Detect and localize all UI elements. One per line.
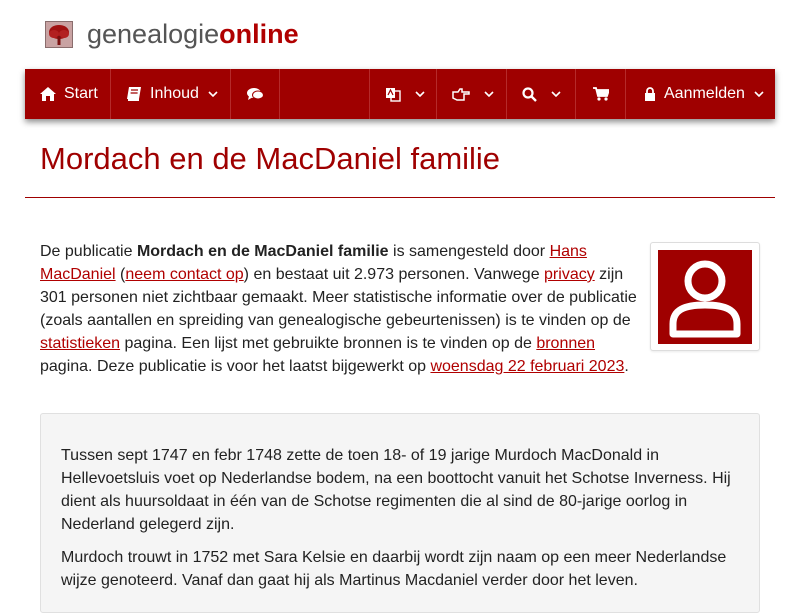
language-icon <box>385 86 401 102</box>
main-navbar <box>25 69 775 119</box>
nav-language[interactable] <box>369 69 437 119</box>
page-title: Mordach en de MacDaniel familie <box>40 141 501 176</box>
cart-icon <box>593 87 609 101</box>
publication-intro <box>40 240 645 378</box>
book-icon <box>127 87 142 101</box>
hand-pointer-icon <box>452 87 470 101</box>
tree-logo-icon[interactable] <box>45 21 73 48</box>
site-header <box>0 0 800 69</box>
search-icon <box>522 87 537 102</box>
chevron-down-icon <box>754 91 764 97</box>
publication-name: Mordach en de MacDaniel familie <box>136 243 389 260</box>
intro-text: ( <box>115 266 126 283</box>
last-updated-link[interactable]: woensdag 22 februari 2023 <box>430 358 625 375</box>
intro-text: pagina. Deze publicatie is voor het laatst bijgewerkt op <box>40 358 431 375</box>
author-link[interactable]: Hans MacDaniel <box>40 243 587 283</box>
nav-cart[interactable] <box>576 69 626 119</box>
intro-text: . <box>624 358 629 375</box>
user-avatar-icon <box>658 250 752 344</box>
intro-text: is samengesteld door <box>388 243 550 260</box>
privacy-link[interactable]: privacy <box>544 266 595 283</box>
nav-search[interactable] <box>507 69 576 119</box>
home-icon <box>40 87 56 101</box>
nav-forum[interactable] <box>231 69 280 119</box>
site-logo[interactable] <box>87 17 299 51</box>
nav-share[interactable] <box>437 69 507 119</box>
intro-text: ) en bestaat uit 2.973 personen. Vanwege <box>243 266 545 283</box>
sources-link[interactable]: bronnen <box>536 335 596 352</box>
description-paragraph-1: Tussen sept 1747 en febr 1748 zette de toen 18- of 19 jarige Murdoch MacDonald in Hellevoetsluis voet op Nederlandse bodem, na een boottocht vanuit het Schotse Inverness. Hij dient als huursoldaat in één van de Schotse regimenten die al sind de 80-jarige oorlog in Nederland gelegerd zijn. <box>61 447 731 533</box>
nav-start[interactable] <box>25 69 111 119</box>
publication-description <box>40 413 760 613</box>
intro-text: pagina. Een lijst met gebruikte bronnen is te vinden op de <box>120 335 537 352</box>
chevron-down-icon <box>415 91 425 97</box>
title-divider <box>25 197 775 198</box>
logo-text-online: online <box>219 19 299 49</box>
logo-text-genealogie: genealogie <box>87 19 220 49</box>
lock-icon <box>644 87 656 101</box>
statistics-link[interactable]: statistieken <box>40 335 121 352</box>
comments-icon <box>247 87 264 101</box>
chevron-down-icon <box>551 91 561 97</box>
intro-text: zijn 301 personen niet zichtbaar gemaakt. Meer statistische informatie over de publicatie (zoals aantallen en spreiding van genealogische gebeurtenissen) is te vinden op de <box>40 266 637 329</box>
nav-inhoud-label: Inhoud <box>150 85 199 102</box>
nav-start-label: Start <box>64 85 98 102</box>
nav-login[interactable] <box>626 69 775 119</box>
chevron-down-icon <box>484 91 494 97</box>
intro-text: De publicatie <box>40 243 137 260</box>
contact-link[interactable]: neem contact op <box>125 266 244 283</box>
author-avatar[interactable] <box>650 242 760 351</box>
nav-login-label: Aanmelden <box>664 85 745 102</box>
nav-inhoud[interactable] <box>111 69 231 119</box>
chevron-down-icon <box>208 91 218 97</box>
description-paragraph-2: Murdoch trouwt in 1752 met Sara Kelsie en daarbij wordt zijn naam op een meer Nederlandse wijze genoteerd. Vanaf dan gaat hij als Martinus Macdaniel verder door het leven. <box>61 549 727 589</box>
